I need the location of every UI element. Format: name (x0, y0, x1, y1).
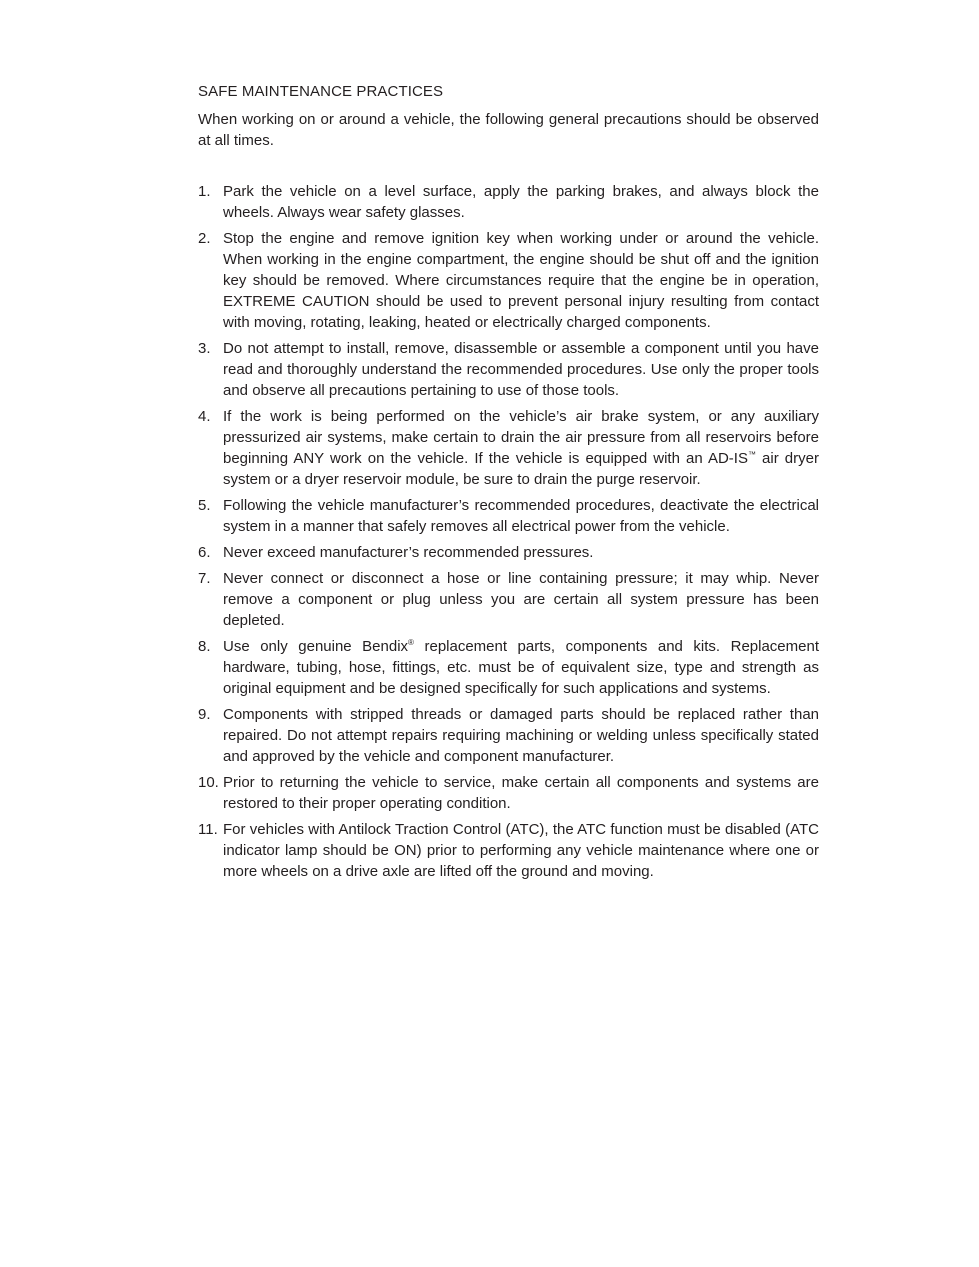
list-item (198, 228, 819, 333)
list-item (198, 568, 819, 631)
section-heading: SAFE MAINTENANCE PRACTICES (198, 83, 444, 100)
item-text: Prior to returning the vehicle to service, make certain all components and systems are restored to their proper operating condition. (223, 774, 819, 812)
intro-paragraph: When working on or around a vehicle, the following general precautions should be observed at all times. (198, 111, 819, 149)
item-text: If the work is being performed on the vehicle’s air brake system, or any auxiliary pressurized air systems, make certain to drain the air pressure from all reservoirs before beginning ANY work on the vehicle. If the vehicle is equipped with an AD-IS™ air dryer system or a dryer reservoir module, be sure to drain the purge reservoir. (223, 408, 819, 488)
item-text: Following the vehicle manufacturer’s recommended procedures, deactivate the electrical system in a manner that safely removes all electrical power from the vehicle. (223, 497, 819, 535)
item-number: 8. (198, 638, 211, 655)
item-number: 3. (198, 340, 211, 357)
item-number: 9. (198, 706, 211, 723)
list-item (198, 181, 819, 223)
list-item (198, 338, 819, 401)
precautions-list (198, 181, 819, 882)
item-text: Never exceed manufacturer’s recommended pressures. (223, 544, 594, 561)
list-item (198, 495, 819, 537)
registered-mark: ® (408, 638, 414, 647)
item-number: 6. (198, 544, 211, 561)
document-page (198, 82, 819, 887)
list-item (198, 704, 819, 767)
item-number: 11. (198, 821, 218, 838)
item-number: 4. (198, 408, 211, 425)
item-text: Stop the engine and remove ignition key when working under or around the vehicle. When working in the engine compartment, the engine should be shut off and the ignition key should be removed. Where circumstances require that the engine be in operation, EXTREME CAUTION should be used to prevent personal injury resulting from contact with moving, rotating, leaking, heated or electrically charged components. (223, 230, 819, 331)
trademark-mark: ™ (747, 450, 756, 459)
list-item (198, 542, 819, 563)
list-item (198, 772, 819, 814)
item-number: 10. (198, 774, 219, 791)
item-text: Park the vehicle on a level surface, apply the parking brakes, and always block the wheels. Always wear safety glasses. (223, 183, 819, 221)
item-number: 7. (198, 570, 211, 587)
item-text: Use only genuine Bendix® replacement parts, components and kits. Replacement hardware, tubing, hose, fittings, etc. must be of equivalent size, type and strength as original equipment and be designed specifically for such applications and systems. (223, 638, 819, 697)
item-number: 1. (198, 183, 211, 200)
list-item (198, 819, 819, 882)
item-number: 2. (198, 230, 211, 247)
list-item (198, 406, 819, 490)
item-number: 5. (198, 497, 211, 514)
item-text: Never connect or disconnect a hose or line containing pressure; it may whip. Never remove a component or plug unless you are certain all system pressure has been depleted. (223, 570, 819, 629)
list-item (198, 636, 819, 699)
item-text: Components with stripped threads or damaged parts should be replaced rather than repaired. Do not attempt repairs requiring machining or welding unless specifically stated and approved by the vehicle and component manufacturer. (223, 706, 819, 765)
item-text: Do not attempt to install, remove, disassemble or assemble a component until you have read and thoroughly understand the recommended procedures. Use only the proper tools and observe all precautions pertaining to use of those tools. (223, 340, 819, 399)
item-text: For vehicles with Antilock Traction Control (ATC), the ATC function must be disabled (ATC indicator lamp should be ON) prior to performing any vehicle maintenance where one or more wheels on a drive axle are lifted off the ground and moving. (223, 821, 819, 880)
